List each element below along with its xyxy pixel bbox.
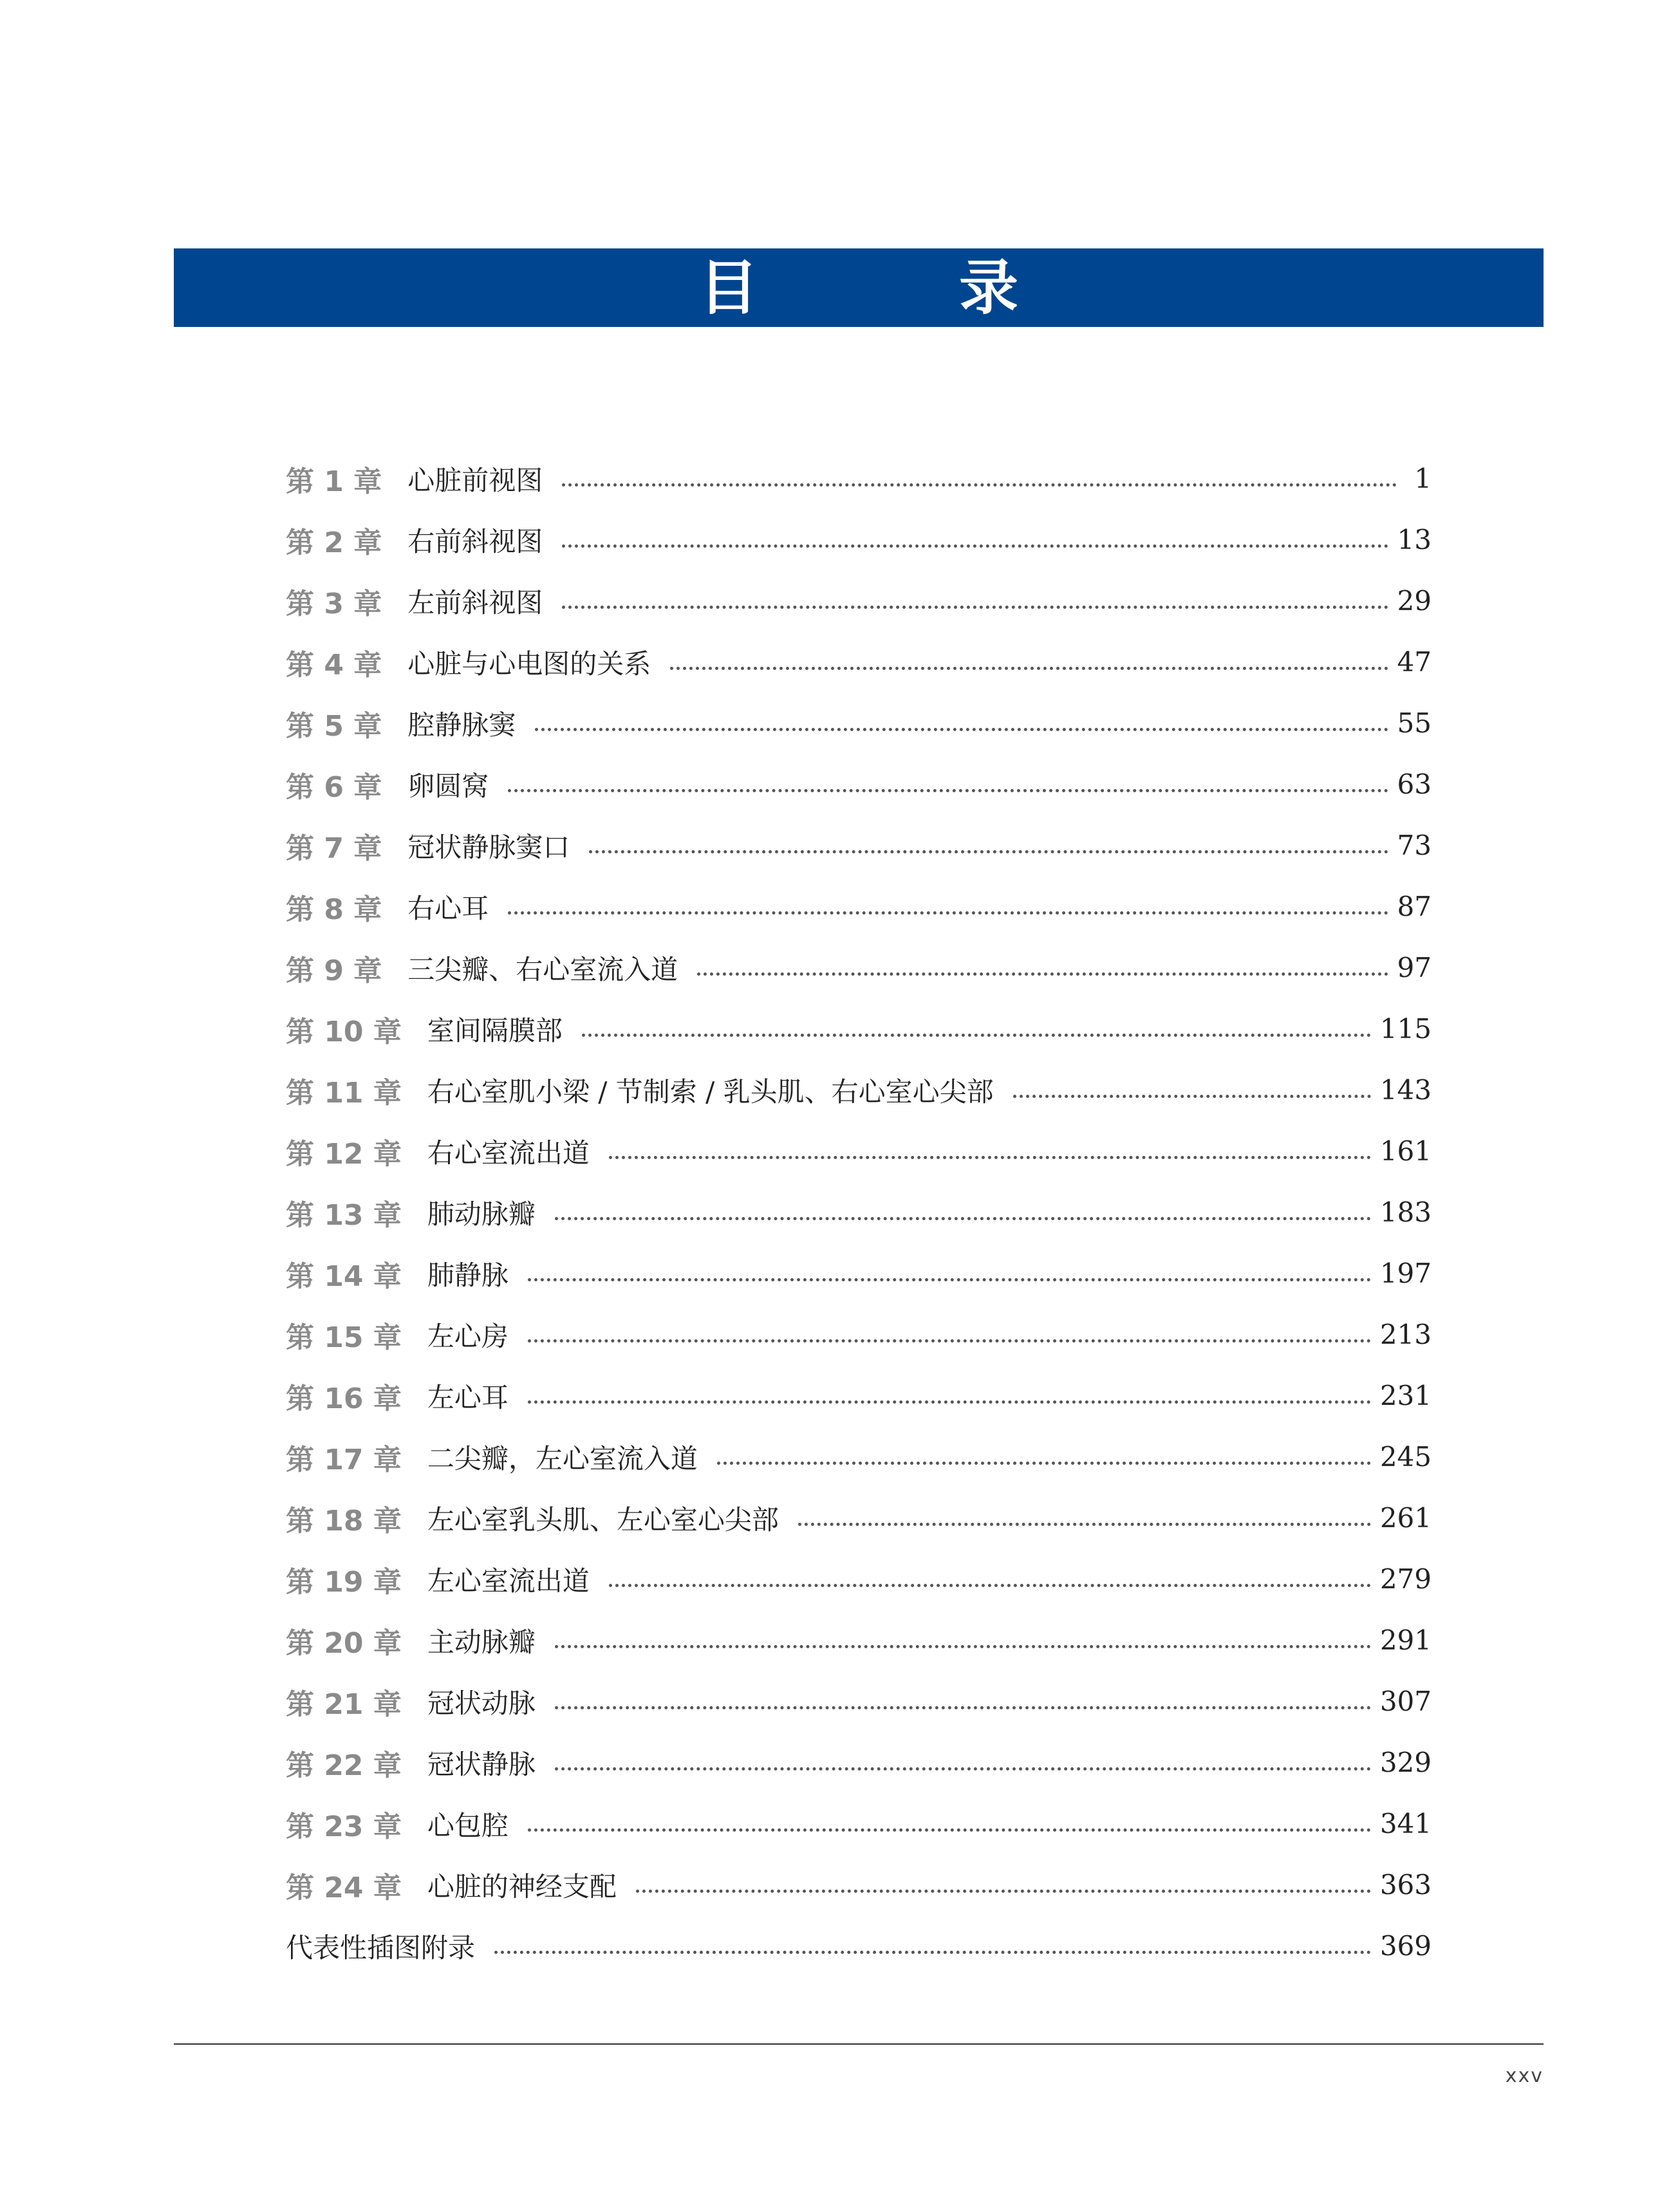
chapter-label: 第 12 章: [286, 1137, 402, 1171]
entry-title: 腔静脉窦: [407, 709, 516, 741]
chapter-label: 第 19 章: [286, 1565, 402, 1599]
entry-page-number: 115: [1379, 1013, 1432, 1045]
dot-leader: [528, 1339, 1371, 1343]
chapter-label: 第 6 章: [286, 770, 382, 804]
entry-title: 心脏前视图: [407, 464, 543, 496]
entry-page-number: 261: [1379, 1502, 1432, 1534]
title-banner: [174, 248, 1544, 327]
chapter-label: 第 5 章: [286, 709, 382, 743]
dot-leader: [609, 1584, 1371, 1587]
dot-leader: [528, 1828, 1371, 1832]
entry-title: 冠状静脉: [427, 1748, 536, 1780]
entry-title: 代表性插图附录: [286, 1931, 476, 1964]
toc-entry[interactable]: [286, 1182, 1432, 1243]
entry-title: 冠状动脉: [427, 1687, 536, 1719]
toc-entry[interactable]: [286, 876, 1432, 937]
toc-entry[interactable]: [286, 815, 1432, 876]
chapter-label: 第 23 章: [286, 1810, 402, 1843]
entry-page-number: 341: [1379, 1808, 1432, 1839]
dot-leader: [528, 1278, 1371, 1281]
entry-title: 左心室流出道: [427, 1565, 590, 1597]
entry-page-number: 197: [1379, 1258, 1432, 1289]
toc-entry[interactable]: [286, 570, 1432, 631]
entry-page-number: 369: [1379, 1930, 1432, 1962]
entry-page-number: 279: [1379, 1563, 1432, 1595]
chapter-label: 第 9 章: [286, 954, 382, 987]
dot-leader: [528, 1400, 1371, 1404]
dot-leader: [798, 1523, 1371, 1526]
entry-page-number: 307: [1379, 1686, 1432, 1717]
toc-entry[interactable]: [286, 509, 1432, 570]
dot-leader: [589, 850, 1388, 853]
entry-title: 三尖瓣、右心室流入道: [407, 953, 678, 985]
chapter-label: 第 15 章: [286, 1321, 402, 1354]
toc-entry[interactable]: [286, 1548, 1432, 1610]
entry-page-number: 63: [1397, 768, 1432, 800]
dot-leader: [508, 789, 1388, 792]
chapter-label: 第 2 章: [286, 526, 382, 559]
dot-leader: [555, 1767, 1371, 1771]
toc-entry[interactable]: [286, 1854, 1432, 1915]
entry-page-number: 231: [1379, 1380, 1432, 1411]
chapter-label: 第 18 章: [286, 1504, 402, 1538]
chapter-label: 第 14 章: [286, 1259, 402, 1293]
dot-leader: [562, 606, 1388, 609]
chapter-label: 第 3 章: [286, 587, 382, 620]
dot-leader: [697, 972, 1388, 976]
toc-entry[interactable]: [286, 1487, 1432, 1548]
chapter-label: 第 7 章: [286, 832, 382, 865]
entry-title: 右心室肌小梁 / 节制索 / 乳头肌、右心室心尖部: [427, 1075, 994, 1108]
toc-entry[interactable]: [286, 754, 1432, 815]
toc-entry[interactable]: [286, 1915, 1432, 1976]
dot-leader: [555, 1645, 1371, 1648]
chapter-label: 第 8 章: [286, 893, 382, 926]
toc-entry[interactable]: [286, 448, 1432, 509]
footer-rule: [174, 2043, 1544, 2045]
toc-entry[interactable]: [286, 1671, 1432, 1732]
entry-title: 肺静脉: [427, 1259, 509, 1291]
entry-page-number: 1: [1414, 463, 1432, 494]
chapter-label: 第 17 章: [286, 1443, 402, 1476]
entry-title: 二尖瓣，左心室流入道: [427, 1442, 698, 1474]
entry-page-number: 213: [1379, 1319, 1432, 1350]
dot-leader: [562, 483, 1397, 487]
page-number: xxv: [1505, 2065, 1544, 2087]
toc-entry[interactable]: [286, 1304, 1432, 1365]
dot-leader: [670, 667, 1388, 670]
chapter-label: 第 13 章: [286, 1198, 402, 1232]
entry-title: 心脏的神经支配: [427, 1870, 617, 1902]
dot-leader: [609, 1156, 1371, 1159]
entry-title: 左前斜视图: [407, 586, 543, 618]
toc-entry[interactable]: [286, 1059, 1432, 1120]
dot-leader: [636, 1890, 1371, 1893]
toc-entry[interactable]: [286, 692, 1432, 754]
entry-page-number: 329: [1379, 1747, 1432, 1778]
page-title: 目 录: [698, 253, 1109, 322]
toc-entry[interactable]: [286, 937, 1432, 998]
chapter-label: 第 20 章: [286, 1626, 402, 1660]
dot-leader: [494, 1951, 1371, 1954]
chapter-label: 第 22 章: [286, 1749, 402, 1782]
dot-leader: [555, 1217, 1371, 1220]
entry-page-number: 291: [1379, 1624, 1432, 1656]
entry-title: 卵圆窝: [407, 770, 489, 802]
entry-title: 室间隔膜部: [427, 1014, 563, 1046]
entry-page-number: 73: [1397, 830, 1432, 861]
chapter-label: 第 16 章: [286, 1382, 402, 1415]
entry-page-number: 161: [1379, 1135, 1432, 1167]
toc-entry[interactable]: [286, 1610, 1432, 1671]
entry-page-number: 183: [1379, 1196, 1432, 1228]
entry-page-number: 13: [1397, 524, 1432, 555]
toc-entry[interactable]: [286, 1120, 1432, 1182]
entry-title: 心包腔: [427, 1809, 509, 1841]
entry-page-number: 87: [1397, 891, 1432, 922]
entry-title: 肺动脉瓣: [427, 1198, 536, 1230]
toc-entry[interactable]: [286, 1365, 1432, 1426]
dot-leader: [717, 1462, 1371, 1465]
dot-leader: [535, 728, 1388, 731]
entry-page-number: 363: [1379, 1869, 1432, 1901]
toc-entry[interactable]: [286, 1243, 1432, 1304]
entry-page-number: 47: [1397, 646, 1432, 678]
toc-entry[interactable]: [286, 1426, 1432, 1487]
toc-entry[interactable]: [286, 1793, 1432, 1854]
entry-page-number: 245: [1379, 1441, 1432, 1473]
toc-entry[interactable]: [286, 998, 1432, 1059]
entry-title: 左心室乳头肌、左心室心尖部: [427, 1503, 779, 1536]
entry-page-number: 29: [1397, 585, 1432, 617]
chapter-label: 第 10 章: [286, 1015, 402, 1048]
entry-title: 右心耳: [407, 892, 489, 924]
entry-title: 右前斜视图: [407, 525, 543, 557]
dot-leader: [508, 911, 1388, 915]
chapter-label: 第 24 章: [286, 1871, 402, 1904]
entry-title: 左心房: [427, 1320, 509, 1352]
entry-page-number: 143: [1379, 1074, 1432, 1106]
entry-page-number: 97: [1397, 952, 1432, 983]
chapter-label: 第 11 章: [286, 1076, 402, 1110]
chapter-label: 第 21 章: [286, 1687, 402, 1721]
dot-leader: [1013, 1095, 1371, 1098]
dot-leader: [555, 1706, 1371, 1709]
entry-title: 右心室流出道: [427, 1137, 590, 1169]
dot-leader: [562, 544, 1388, 548]
toc-entry[interactable]: [286, 631, 1432, 692]
entry-title: 心脏与心电图的关系: [407, 647, 651, 680]
chapter-label: 第 4 章: [286, 648, 382, 682]
entry-title: 冠状静脉窦口: [407, 831, 570, 863]
entry-title: 主动脉瓣: [427, 1626, 536, 1658]
entry-page-number: 55: [1397, 707, 1432, 739]
entry-title: 左心耳: [427, 1381, 509, 1413]
table-of-contents: [286, 448, 1432, 1976]
chapter-label: 第 1 章: [286, 465, 382, 498]
dot-leader: [582, 1034, 1371, 1037]
toc-entry[interactable]: [286, 1732, 1432, 1793]
